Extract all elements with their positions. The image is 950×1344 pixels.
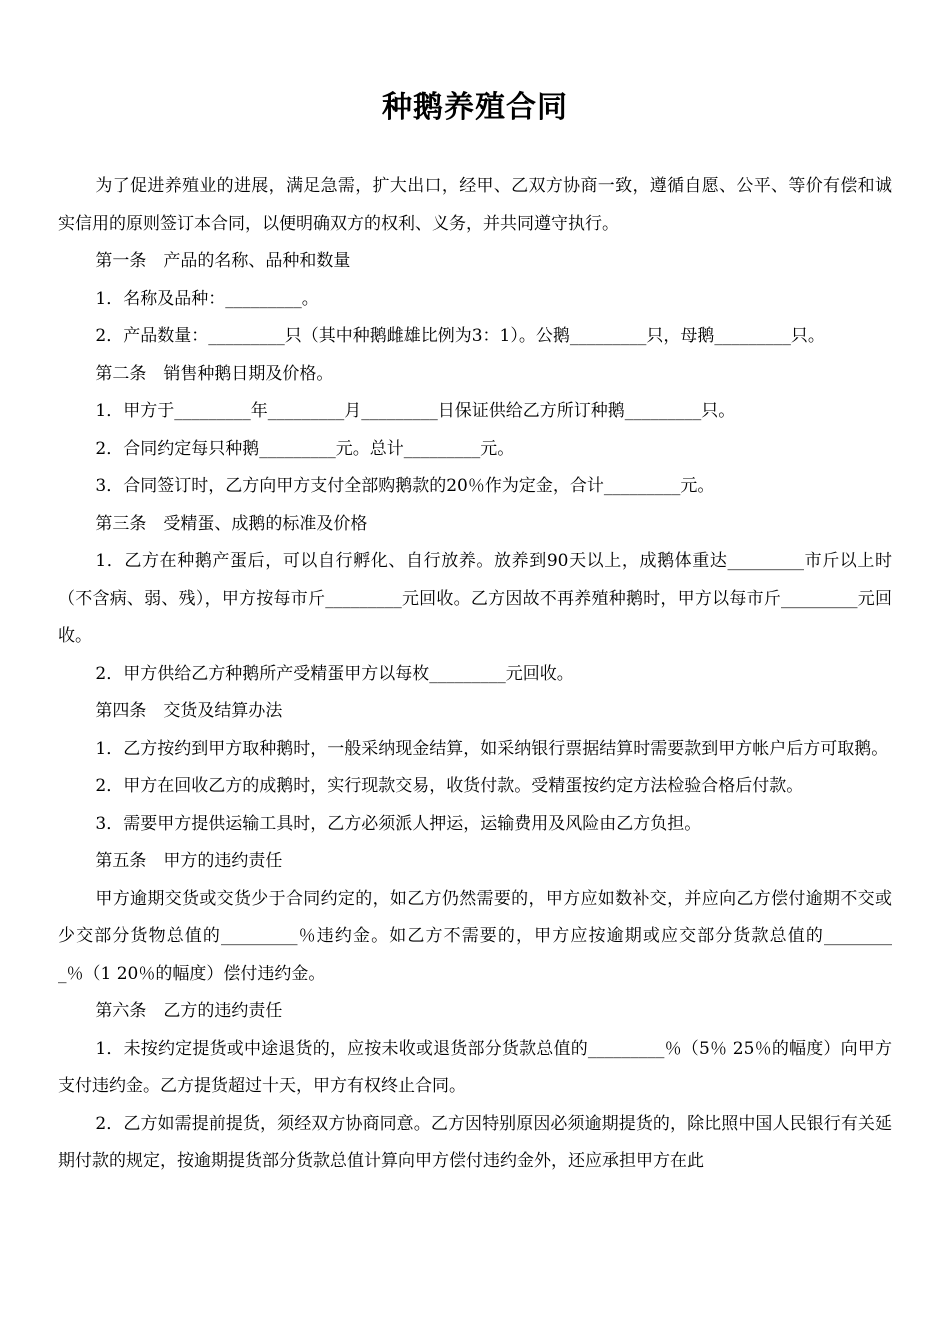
article-3-clause-1: 1．乙方在种鹅产蛋后，可以自行孵化、自行放养。放养到90天以上，成鹅体重达_________市斤以上时（不含病、弱、残），甲方按每市斤_________元回收。乙方因故不再养殖种鹅时，甲方以每市斤_________元回收。 — [58, 551, 892, 646]
document-body — [58, 168, 892, 1181]
article-6-clause-2: 2．乙方如需提前提货，须经双方协商同意。乙方因特别原因必须逾期提货的，除比照中国人民银行有关延期付款的规定，按逾期提货部分货款总值计算向甲方偿付违约金外，还应承担甲方在此 — [58, 1113, 892, 1171]
article-4-clause-2: 2．甲方在回收乙方的成鹅时，实行现款交易，收货付款。受精蛋按约定方法检验合格后付款。 — [95, 776, 804, 796]
article-6-heading: 第六条 乙方的违约责任 — [95, 1001, 283, 1021]
article-3-clause-2: 2．甲方供给乙方种鹅所产受精蛋甲方以每枚_________元回收。 — [95, 663, 574, 684]
article-5-heading: 第五条 甲方的违约责任 — [95, 851, 283, 871]
article-1-heading: 第一条 产品的名称、品种和数量 — [95, 251, 351, 271]
article-6-clause-1: 1．未按约定提货或中途退货的，应按未收或退货部分货款总值的_________％（5％ 25％的幅度）向甲方支付违约金。乙方提货超过十天，甲方有权终止合同。 — [58, 1038, 892, 1096]
article-1-clause-2: 2．产品数量：_________只（其中种鹅雌雄比例为3：1）。公鹅_________只，母鹅_________只。 — [95, 326, 825, 346]
article-2-clause-3: 3．合同签订时，乙方向甲方支付全部购鹅款的20％作为定金，合计_________元。 — [95, 476, 715, 496]
article-3-heading: 第三条 受精蛋、成鹅的标准及价格 — [95, 513, 368, 534]
article-1-clause-1: 1．名称及品种：_________。 — [95, 288, 319, 309]
article-2-heading: 第二条 销售种鹅日期及价格。 — [95, 363, 334, 384]
intro-paragraph: 为了促进养殖业的进展，满足急需，扩大出口，经甲、乙双方协商一致，遵循自愿、公平、等价有偿和诚实信用的原则签订本合同，以便明确双方的权利、义务，并共同遵守执行。 — [58, 176, 892, 234]
article-5-body: 甲方逾期交货或交货少于合同约定的，如乙方仍然需要的，甲方应如数补交，并应向乙方偿付逾期不交或少交部分货物总值的_________％违约金。如乙方不需要的，甲方应按逾期或应交部分货款总值的_________％（1 20％的幅度）偿付违约金。 — [58, 888, 892, 984]
article-4-clause-3: 3．需要甲方提供运输工具时，乙方必须派人押运，运输费用及风险由乙方负担。 — [95, 813, 702, 834]
article-2-clause-1: 1．甲方于_________年_________月_________日保证供给乙方所订种鹅_________只。 — [95, 401, 736, 421]
document-title: 种鹅养殖合同 — [382, 90, 568, 125]
article-4-clause-1: 1．乙方按约到甲方取种鹅时，一般采纳现金结算，如采纳银行票据结算时需要款到甲方帐户后方可取鹅。 — [95, 738, 889, 759]
article-4-heading: 第四条 交货及结算办法 — [95, 701, 283, 721]
article-2-clause-2: 2．合同约定每只种鹅_________元。总计_________元。 — [95, 438, 515, 459]
